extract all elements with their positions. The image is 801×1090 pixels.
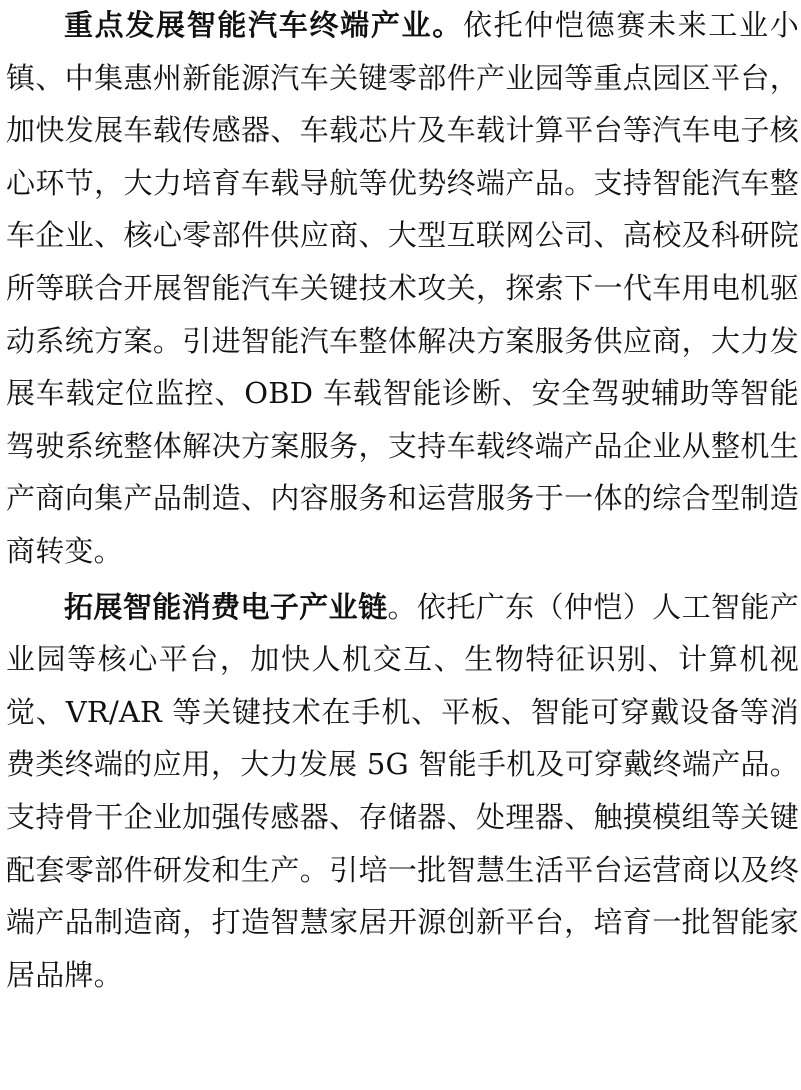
paragraph-smart-consumer-electronics xyxy=(6,581,799,1002)
paragraph-lead-heading: 重点发展智能汽车终端产业。 xyxy=(64,8,463,42)
paragraph-lead-heading: 拓展智能消费电子产业链 xyxy=(64,589,388,624)
paragraph-body-text: 依托仲恺德赛未来工业小镇、中集惠州新能源汽车关键零部件产业园等重点园区平台，加快发展车载传感器、车载芯片及车载计算平台等汽车电子核心环节，大力培育车载导航等优势终端产品。支持智能汽车整车企业、核心零部件供应商、大型互联网公司、高校及科研院所等联合开展智能汽车关键技术攻关，探索下一代车用电机驱动系统方案。引进智能汽车整体解决方案服务供应商，大力发展车载定位监控、OBD 车载智能诊断、安全驾驶辅助等智能驾驶系统整体解决方案服务，支持车载终端产品企业从整机生产商向集产品制造、内容服务和运营服务于一体的综合型制造商转变。 xyxy=(6,8,800,568)
paragraph-body-text: 。依托广东（仲恺）人工智能产业园等核心平台，加快人机交互、生物特征识别、计算机视觉、VR/AR 等关键技术在手机、平板、智能可穿戴设备等消费类终端的应用，大力发展 5G 智能手机及可穿戴终端产品。支持骨干企业加强传感器、存储器、处理器、触摸模组等关键配套零部件研发和生产。引培一批智慧生活平台运营商以及终端产品制造商，打造智慧家居开源创新平台，培育一批智能家居品牌。 xyxy=(6,589,800,992)
paragraph-smart-vehicle-terminals xyxy=(6,0,799,578)
